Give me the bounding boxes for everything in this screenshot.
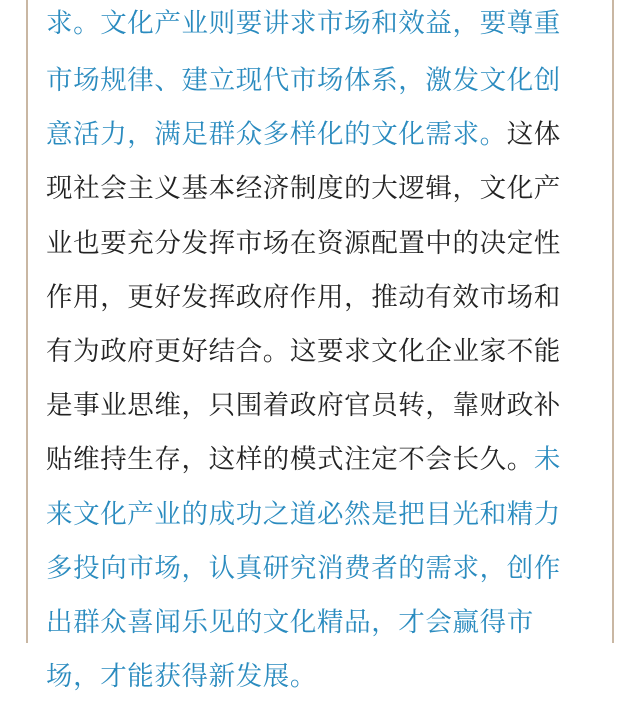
text-line <box>46 325 598 379</box>
text-line <box>46 0 598 54</box>
text-segment: 场，才能获得新发展。 <box>46 661 317 693</box>
text-segment: 贴维持生存，这样的模式注定不会长久。 <box>46 444 534 476</box>
text-segment: 有为政府更好结合。这要求文化企业家不能 <box>46 335 561 367</box>
text-line <box>46 379 598 433</box>
text-segment: 业也要充分发挥市场在资源配置中的决定性 <box>46 227 561 259</box>
text-line <box>46 650 598 704</box>
text-segment: 这体 <box>506 119 561 151</box>
text-segment: 未 <box>533 444 561 476</box>
text-line <box>46 542 598 596</box>
text-line <box>46 433 598 487</box>
text-segment: 现社会主义基本经济制度的大逻辑，文化产 <box>46 173 561 205</box>
text-line <box>46 54 598 108</box>
text-segment: 市场规律、建立现代市场体系，激发文化创 <box>46 65 561 96</box>
text-line <box>46 108 598 162</box>
text-line <box>46 217 598 271</box>
text-line <box>46 488 598 542</box>
text-segment: 多投向市场，认真研究消费者的需求，创作 <box>46 552 561 584</box>
text-line <box>46 271 598 325</box>
text-line <box>46 596 598 650</box>
text-segment: 求。文化产业则要讲求市场和效益，要尊重 <box>46 8 561 39</box>
text-segment: 作用，更好发挥政府作用，推动有效市场和 <box>46 281 561 313</box>
text-segment: 来文化产业的成功之道必然是把目光和精力 <box>46 498 561 530</box>
text-segment: 是事业思维，只围着政府官员转，靠财政补 <box>46 390 561 422</box>
text-line <box>46 162 598 216</box>
text-segment: 出群众喜闻乐见的文化精品，才会赢得市 <box>46 606 534 638</box>
text-segment: 意活力，满足群众多样化的文化需求。 <box>46 119 507 151</box>
article-body <box>46 0 598 704</box>
